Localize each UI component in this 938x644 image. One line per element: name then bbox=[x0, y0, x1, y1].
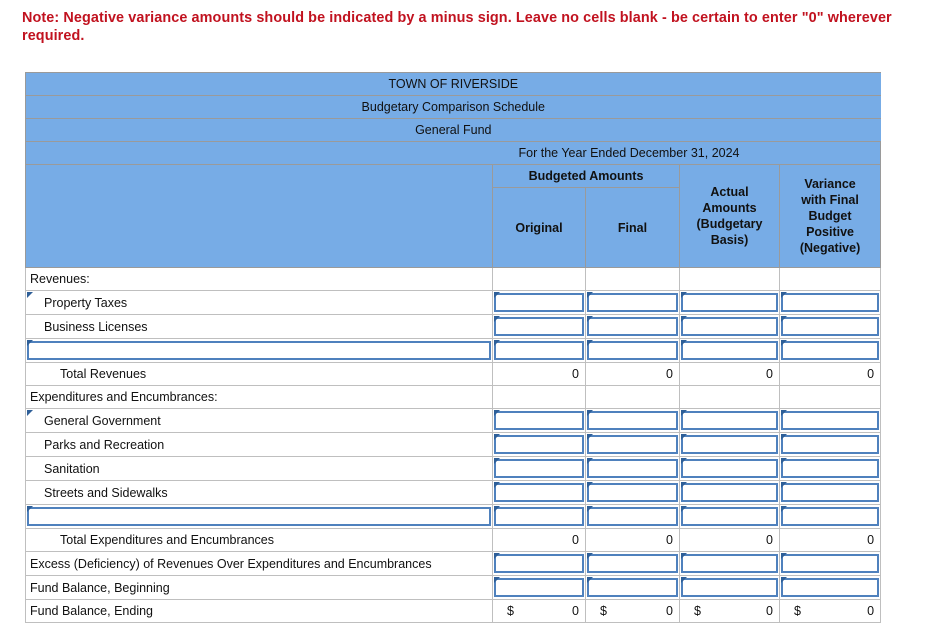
header-period-row bbox=[26, 142, 881, 165]
business-licenses-variance-input[interactable] bbox=[781, 317, 879, 336]
currency-symbol: $ bbox=[507, 604, 514, 618]
parks-recreation-variance-input[interactable] bbox=[781, 435, 879, 454]
table-row bbox=[26, 505, 881, 529]
total-expenditures-variance: 0 bbox=[780, 529, 881, 552]
expenditure-extra-final-input[interactable] bbox=[587, 507, 678, 526]
input-marker-icon bbox=[781, 506, 787, 512]
input-marker-icon bbox=[587, 316, 593, 322]
revenue-extra-final-input[interactable] bbox=[587, 341, 678, 360]
excess-final-input[interactable] bbox=[587, 554, 678, 573]
input-marker-icon bbox=[587, 577, 593, 583]
revenue-extra-actual-input[interactable] bbox=[681, 341, 778, 360]
input-marker-icon bbox=[781, 577, 787, 583]
excess-label: Excess (Deficiency) of Revenues Over Expenditures and Encumbrances bbox=[26, 552, 493, 576]
revenues-heading: Revenues: bbox=[26, 268, 493, 291]
input-marker-icon bbox=[781, 482, 787, 488]
fund-balance-ending-original: 0 bbox=[572, 604, 579, 618]
fund-balance-beginning-final-input[interactable] bbox=[587, 578, 678, 597]
streets-sidewalks-final-input[interactable] bbox=[587, 483, 678, 502]
general-government-variance-input[interactable] bbox=[781, 411, 879, 430]
input-marker-icon bbox=[587, 340, 593, 346]
revenues-heading-row bbox=[26, 268, 881, 291]
input-marker-icon bbox=[681, 458, 687, 464]
property-taxes-variance-input[interactable] bbox=[781, 293, 879, 312]
expenditures-heading-row bbox=[26, 386, 881, 409]
input-marker-icon bbox=[27, 340, 33, 346]
streets-sidewalks-variance-input[interactable] bbox=[781, 483, 879, 502]
excess-variance-input[interactable] bbox=[781, 554, 879, 573]
streets-sidewalks-actual-input[interactable] bbox=[681, 483, 778, 502]
revenue-extra-original-input[interactable] bbox=[494, 341, 584, 360]
expenditure-extra-original-input[interactable] bbox=[494, 507, 584, 526]
input-marker-icon bbox=[781, 458, 787, 464]
input-marker-icon bbox=[587, 458, 593, 464]
table-row bbox=[26, 457, 881, 481]
input-marker-icon bbox=[494, 340, 500, 346]
input-marker-icon bbox=[27, 410, 33, 416]
parks-recreation-original-input[interactable] bbox=[494, 435, 584, 454]
general-government-final-input[interactable] bbox=[587, 411, 678, 430]
expenditure-extra-label-input[interactable] bbox=[27, 507, 491, 526]
revenue-extra-variance-input[interactable] bbox=[781, 341, 879, 360]
input-marker-icon bbox=[681, 410, 687, 416]
input-marker-icon bbox=[781, 340, 787, 346]
total-expenditures-label: Total Expenditures and Encumbrances bbox=[26, 529, 493, 552]
final-header: Final bbox=[586, 188, 680, 268]
input-marker-icon bbox=[681, 316, 687, 322]
fund-balance-beginning-variance-input[interactable] bbox=[781, 578, 879, 597]
budgetary-comparison-table bbox=[25, 72, 881, 623]
currency-symbol: $ bbox=[600, 604, 607, 618]
header-fund-row bbox=[26, 119, 881, 142]
input-marker-icon bbox=[494, 458, 500, 464]
header-entity-row bbox=[26, 73, 881, 96]
sanitation-label: Sanitation bbox=[44, 461, 100, 476]
parks-recreation-label: Parks and Recreation bbox=[44, 437, 165, 452]
property-taxes-label: Property Taxes bbox=[44, 295, 128, 310]
table-row bbox=[26, 481, 881, 505]
input-marker-icon bbox=[587, 292, 593, 298]
total-revenues-final: 0 bbox=[586, 363, 680, 386]
property-taxes-original-input[interactable] bbox=[494, 293, 584, 312]
input-marker-icon bbox=[494, 482, 500, 488]
parks-recreation-actual-input[interactable] bbox=[681, 435, 778, 454]
parks-recreation-final-input[interactable] bbox=[587, 435, 678, 454]
fund-balance-beginning-label: Fund Balance, Beginning bbox=[26, 576, 493, 600]
table-row bbox=[26, 409, 881, 433]
revenue-extra-label-input[interactable] bbox=[27, 341, 491, 360]
fund-balance-ending-final: 0 bbox=[666, 604, 673, 618]
fund-balance-ending-label: Fund Balance, Ending bbox=[26, 600, 493, 623]
general-government-actual-input[interactable] bbox=[681, 411, 778, 430]
streets-sidewalks-label: Streets and Sidewalks bbox=[44, 485, 168, 500]
input-marker-icon bbox=[681, 340, 687, 346]
input-marker-icon bbox=[587, 410, 593, 416]
input-marker-icon bbox=[494, 410, 500, 416]
input-marker-icon bbox=[681, 482, 687, 488]
total-revenues-label: Total Revenues bbox=[26, 363, 493, 386]
business-licenses-final-input[interactable] bbox=[587, 317, 678, 336]
total-expenditures-actual: 0 bbox=[680, 529, 780, 552]
period-title: For the Year Ended December 31, 2024 bbox=[26, 142, 780, 165]
total-revenues-original: 0 bbox=[493, 363, 586, 386]
table-row bbox=[26, 315, 881, 339]
expenditure-extra-actual-input[interactable] bbox=[681, 507, 778, 526]
input-marker-icon bbox=[781, 553, 787, 559]
total-expenditures-original: 0 bbox=[493, 529, 586, 552]
streets-sidewalks-original-input[interactable] bbox=[494, 483, 584, 502]
actual-amounts-header: Actual Amounts (Budgetary Basis) bbox=[680, 165, 780, 268]
table-row bbox=[26, 433, 881, 457]
input-marker-icon bbox=[494, 506, 500, 512]
input-marker-icon bbox=[494, 316, 500, 322]
property-taxes-final-input[interactable] bbox=[587, 293, 678, 312]
original-header: Original bbox=[493, 188, 586, 268]
fund-balance-beginning-row bbox=[26, 576, 881, 600]
general-government-label: General Government bbox=[44, 413, 161, 428]
fund-balance-ending-variance: 0 bbox=[867, 604, 875, 618]
table-row bbox=[26, 291, 881, 315]
sanitation-original-input[interactable] bbox=[494, 459, 584, 478]
budgeted-amounts-row bbox=[26, 165, 881, 188]
excess-row bbox=[26, 552, 881, 576]
fund-balance-beginning-original-input[interactable] bbox=[494, 578, 584, 597]
fund-title: General Fund bbox=[26, 119, 881, 142]
excess-original-input[interactable] bbox=[494, 554, 584, 573]
input-marker-icon bbox=[681, 577, 687, 583]
input-marker-icon bbox=[681, 292, 687, 298]
input-marker-icon bbox=[27, 292, 33, 298]
input-marker-icon bbox=[681, 553, 687, 559]
input-marker-icon bbox=[494, 292, 500, 298]
business-licenses-actual-input[interactable] bbox=[681, 317, 778, 336]
statement-title: Budgetary Comparison Schedule bbox=[26, 96, 881, 119]
general-government-original-input[interactable] bbox=[494, 411, 584, 430]
sanitation-final-input[interactable] bbox=[587, 459, 678, 478]
total-expenditures-final: 0 bbox=[586, 529, 680, 552]
instruction-note: Note: Negative variance amounts should be indicated by a minus sign. Leave no cells blank - be certain to enter "0" wherever required. bbox=[22, 10, 892, 44]
business-licenses-original-input[interactable] bbox=[494, 317, 584, 336]
input-marker-icon bbox=[587, 482, 593, 488]
total-revenues-actual: 0 bbox=[680, 363, 780, 386]
input-marker-icon bbox=[681, 506, 687, 512]
expenditure-extra-variance-input[interactable] bbox=[781, 507, 879, 526]
sanitation-actual-input[interactable] bbox=[681, 459, 778, 478]
header-statement-row bbox=[26, 96, 881, 119]
input-marker-icon bbox=[781, 292, 787, 298]
currency-symbol: $ bbox=[794, 604, 801, 618]
input-marker-icon bbox=[681, 434, 687, 440]
input-marker-icon bbox=[781, 316, 787, 322]
input-marker-icon bbox=[494, 434, 500, 440]
excess-actual-input[interactable] bbox=[681, 554, 778, 573]
table-row bbox=[26, 339, 881, 363]
fund-balance-beginning-actual-input[interactable] bbox=[681, 578, 778, 597]
input-marker-icon bbox=[781, 434, 787, 440]
variance-header: Variance with Final Budget Positive (Negative) bbox=[780, 165, 881, 268]
budgeted-amounts-header: Budgeted Amounts bbox=[493, 165, 680, 188]
sanitation-variance-input[interactable] bbox=[781, 459, 879, 478]
expenditures-heading: Expenditures and Encumbrances: bbox=[26, 386, 493, 409]
input-marker-icon bbox=[587, 506, 593, 512]
fund-balance-ending-actual: 0 bbox=[766, 604, 773, 618]
total-revenues-variance: 0 bbox=[780, 363, 881, 386]
property-taxes-actual-input[interactable] bbox=[681, 293, 778, 312]
input-marker-icon bbox=[27, 506, 33, 512]
input-marker-icon bbox=[494, 553, 500, 559]
business-licenses-label: Business Licenses bbox=[44, 319, 148, 334]
input-marker-icon bbox=[781, 410, 787, 416]
total-expenditures-row bbox=[26, 529, 881, 552]
currency-symbol: $ bbox=[694, 604, 701, 618]
input-marker-icon bbox=[494, 577, 500, 583]
total-revenues-row bbox=[26, 363, 881, 386]
input-marker-icon bbox=[587, 553, 593, 559]
entity-name: TOWN OF RIVERSIDE bbox=[26, 73, 881, 96]
input-marker-icon bbox=[587, 434, 593, 440]
fund-balance-ending-row bbox=[26, 600, 881, 623]
